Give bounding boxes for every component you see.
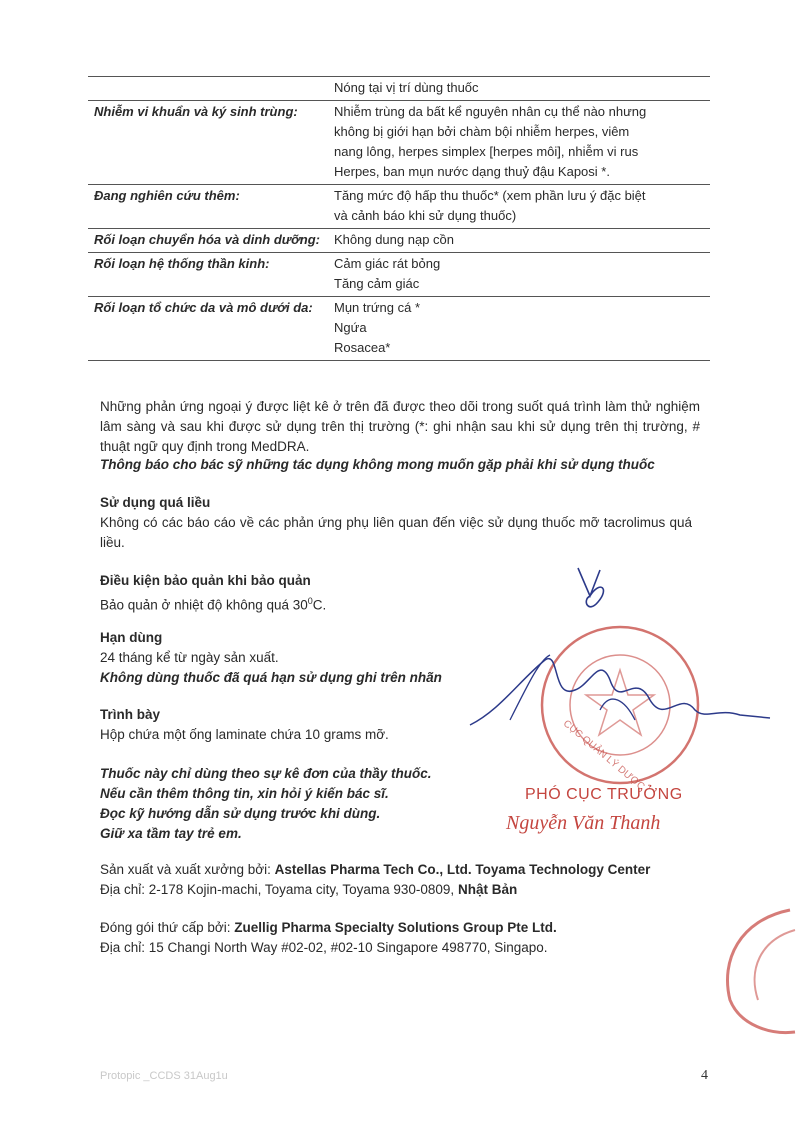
effect-line: Không dung nạp cồn <box>334 232 454 247</box>
manufacturer-block <box>100 860 720 900</box>
effect-line: Tăng cảm giác <box>334 276 420 291</box>
effects-cell <box>328 185 710 229</box>
manufacturer-country: Nhật Bản <box>457 882 518 897</box>
category-cell: Rối loạn hệ thống thần kinh: <box>94 256 270 271</box>
page-number: 4 <box>701 1068 708 1083</box>
manufacturer-label: Sản xuất và xuất xưởng bởi: <box>100 862 271 877</box>
effect-line: nang lông, herpes simplex [herpes môi], nhiễm vi rus <box>334 144 639 159</box>
overdose-text: Không có các báo cáo về các phản ứng phụ liên quan đến việc sử dụng thuốc mỡ tacrolimus quá liều. <box>100 515 692 550</box>
effect-line: Mụn trứng cá * <box>334 300 421 315</box>
effect-line: không bị giới hạn bởi chàm bội nhiễm herpes, viêm <box>334 124 630 139</box>
category-cell: Nhiễm vi khuẩn và ký sinh trùng: <box>94 104 298 119</box>
table-row <box>88 297 710 361</box>
effect-line: Ngứa <box>334 320 367 335</box>
packager-name: Zuellig Pharma Specialty Solutions Group Pte Ltd. <box>234 920 557 935</box>
warning-line: Giữ xa tầm tay trẻ em. <box>100 826 242 841</box>
effect-line: Cảm giác rát bỏng <box>334 256 441 271</box>
category-cell: Đang nghiên cứu thêm: <box>94 188 240 203</box>
effect-line: Herpes, ban mụn nước dạng thuỷ đậu Kaposi *. <box>334 164 610 179</box>
effect-line: Rosacea* <box>334 340 391 355</box>
effects-cell <box>328 229 710 253</box>
table-row <box>88 229 710 253</box>
warning-line: Nếu cần thêm thông tin, xin hỏi ý kiến bác sĩ. <box>100 786 389 801</box>
warnings-block <box>100 764 460 844</box>
table-row <box>88 101 710 185</box>
table-row <box>88 185 710 229</box>
packager-block <box>100 918 720 958</box>
presentation-text: Hộp chứa một ống laminate chứa 10 grams mỡ. <box>100 727 389 742</box>
category-cell: Rối loạn chuyển hóa và dinh dưỡng: <box>94 232 321 247</box>
edge-seal-graphic <box>700 900 800 1040</box>
storage-heading: Điều kiện bảo quản khi bảo quản <box>100 573 311 588</box>
document-reference: Protopic _CCDS 31Aug1u <box>100 1070 228 1082</box>
adverse-note <box>100 397 700 457</box>
manufacturer-name: Astellas Pharma Tech Co., Ltd. Toyama Technology Center <box>274 862 651 877</box>
packager-label: Đóng gói thứ cấp bởi: <box>100 920 231 935</box>
effect-line: và cảnh báo khi sử dụng thuốc) <box>334 208 517 223</box>
table-row <box>88 77 710 101</box>
warning-line: Đọc kỹ hướng dẫn sử dụng trước khi dùng. <box>100 806 381 821</box>
warning-line: Thuốc này chỉ dùng theo sự kê đơn của thầy thuốc. <box>100 766 432 781</box>
presentation-heading: Trình bày <box>100 707 161 722</box>
shelf-life-text: 24 tháng kể từ ngày sản xuất. <box>100 650 279 665</box>
shelf-life-heading: Hạn dùng <box>100 630 163 645</box>
effects-cell <box>328 101 710 185</box>
seal-text: CỤC QUẢN LÝ DƯỢC <box>560 718 647 793</box>
effect-line: Nhiễm trùng da bất kể nguyên nhân cụ thể nào nhưng <box>334 104 647 119</box>
shelf-life-warning: Không dùng thuốc đã quá hạn sử dụng ghi trên nhãn <box>100 670 442 685</box>
effects-cell <box>328 77 710 101</box>
effect-line: Tăng mức độ hấp thu thuốc* (xem phần lưu ý đặc biệt <box>334 188 646 203</box>
stamp-title: PHÓ CỤC TRƯỞNG <box>525 786 683 803</box>
adverse-note-text: Những phản ứng ngoại ý được liệt kê ở trên đã được theo dõi trong suốt quá trình làm thử nghiệm lâm sàng và sau khi được sử dụng trên thị trường (*: ghi nhận sau khi sử dụng trên thị trường, # thuật ngữ quy định trong MedDRA. <box>100 399 700 454</box>
effects-cell <box>328 253 710 297</box>
packager-address: Địa chỉ: 15 Changi North Way #02-02, #02-10 Singapore 498770, Singapo. <box>100 940 548 955</box>
category-cell <box>88 77 328 101</box>
manufacturer-address: Địa chỉ: 2-178 Kojin-machi, Toyama city, Toyama 930-0809, <box>100 882 455 897</box>
stamp-signatory-name: Nguyễn Văn Thanh <box>506 812 661 834</box>
category-cell: Rối loạn tổ chức da và mô dưới da: <box>94 300 313 315</box>
overdose-heading: Sử dụng quá liều <box>100 495 211 510</box>
table-row <box>88 253 710 297</box>
effect-line: Nóng tại vị trí dùng thuốc <box>334 80 479 95</box>
adverse-warning: Thông báo cho bác sỹ những tác dụng không mong muốn gặp phải khi sử dụng thuốc <box>100 457 655 472</box>
storage-text: Bảo quản ở nhiệt độ không quá $30^0C$. <box>100 596 327 613</box>
adverse-effects-table <box>88 76 710 361</box>
effects-cell <box>328 297 710 361</box>
